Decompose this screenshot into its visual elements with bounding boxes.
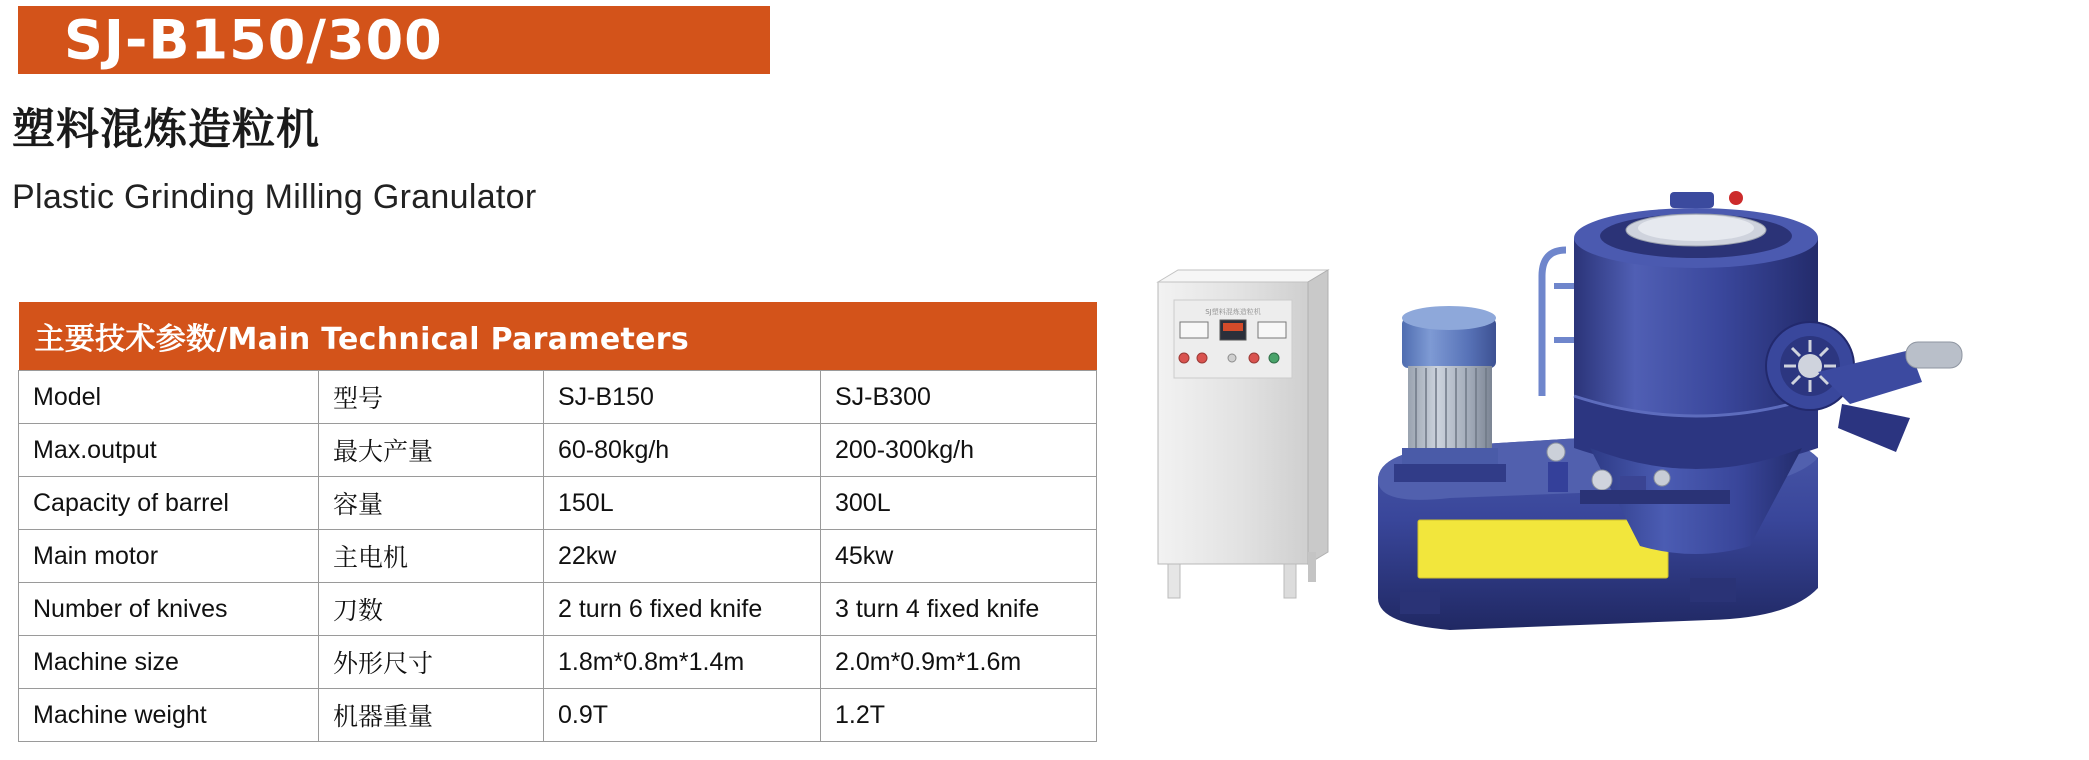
table-row xyxy=(19,424,1097,477)
product-photo xyxy=(1150,190,2080,760)
cell-label-cn: 最大产量 xyxy=(319,424,544,477)
cell-label-en: Capacity of barrel xyxy=(19,477,319,530)
cell-label-cn: 主电机 xyxy=(319,530,544,583)
cell-value-b150: 22kw xyxy=(544,530,821,583)
svg-text:SJ塑料混炼造粒机: SJ塑料混炼造粒机 xyxy=(1205,308,1261,316)
cell-value-b150: 60-80kg/h xyxy=(544,424,821,477)
cell-label-cn: 刀数 xyxy=(319,583,544,636)
cell-label-cn: 外形尺寸 xyxy=(319,636,544,689)
table-caption: 主要技术参数/Main Technical Parameters xyxy=(19,302,1097,371)
product-title-english: Plastic Grinding Milling Granulator xyxy=(12,178,537,216)
electric-motor xyxy=(1394,306,1506,482)
technical-parameters-table xyxy=(18,302,1097,742)
cell-value-b300: 200-300kg/h xyxy=(821,424,1097,477)
model-number: SJ-B150/300 xyxy=(64,8,443,72)
table-row xyxy=(19,689,1097,742)
cell-value-b150: 1.8m*0.8m*1.4m xyxy=(544,636,821,689)
table-row xyxy=(19,371,1097,424)
cell-label-en: Machine weight xyxy=(19,689,319,742)
cell-label-cn: 型号 xyxy=(319,371,544,424)
cell-label-en: Max.output xyxy=(19,424,319,477)
product-title-chinese: 塑料混炼造粒机 xyxy=(12,105,320,155)
cell-label-en: Model xyxy=(19,371,319,424)
mixing-drum xyxy=(1542,191,1962,554)
cell-value-b300: 1.2T xyxy=(821,689,1097,742)
table-row xyxy=(19,477,1097,530)
cell-label-en: Machine size xyxy=(19,636,319,689)
cell-value-b300: SJ-B300 xyxy=(821,371,1097,424)
cell-value-b150: 150L xyxy=(544,477,821,530)
cell-value-b300: 2.0m*0.9m*1.6m xyxy=(821,636,1097,689)
cell-value-b300: 45kw xyxy=(821,530,1097,583)
cell-value-b300: 3 turn 4 fixed knife xyxy=(821,583,1097,636)
cell-label-en: Main motor xyxy=(19,530,319,583)
model-banner xyxy=(18,6,770,74)
cell-label-en: Number of knives xyxy=(19,583,319,636)
control-cabinet xyxy=(1158,270,1328,598)
cell-value-b150: 0.9T xyxy=(544,689,821,742)
cell-value-b150: 2 turn 6 fixed knife xyxy=(544,583,821,636)
table-header-row xyxy=(19,302,1097,371)
table-row xyxy=(19,636,1097,689)
table-row xyxy=(19,530,1097,583)
cell-value-b300: 300L xyxy=(821,477,1097,530)
cell-label-cn: 容量 xyxy=(319,477,544,530)
table-row xyxy=(19,583,1097,636)
cell-label-cn: 机器重量 xyxy=(319,689,544,742)
cell-value-b150: SJ-B150 xyxy=(544,371,821,424)
